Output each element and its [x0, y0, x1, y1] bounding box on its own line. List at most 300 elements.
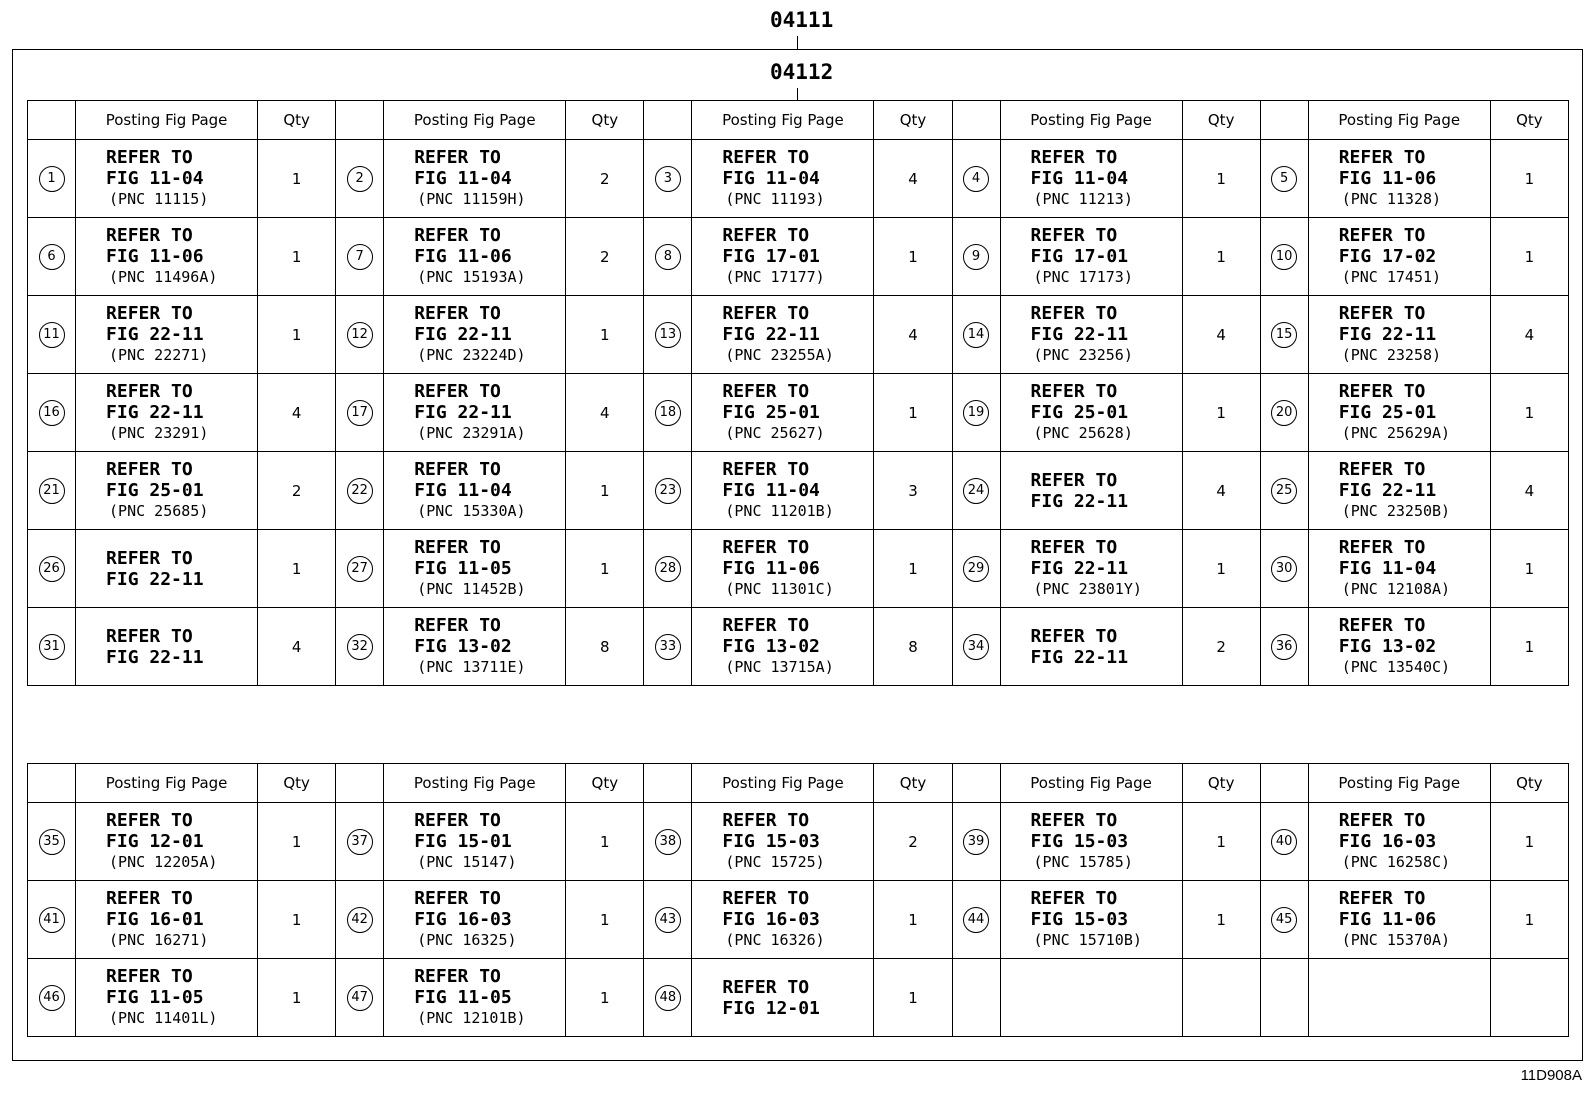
fig-reference: FIG 15-03 — [1030, 831, 1129, 852]
item-number-cell — [952, 803, 1000, 881]
fig-reference: FIG 13-02 — [722, 636, 820, 657]
fig-reference: FIG 22-11 — [106, 402, 204, 423]
item-number-cell — [1260, 374, 1308, 452]
qty-value: 1 — [908, 247, 918, 266]
qty-value: 1 — [600, 481, 610, 500]
header-qty: Qty — [874, 101, 952, 140]
refer-to-text: REFER TO — [1338, 147, 1426, 168]
qty-value: 1 — [1524, 832, 1535, 851]
qty-cell — [258, 296, 336, 374]
header-posting-fig-page: Posting Fig Page — [1308, 764, 1490, 803]
header-qty: Qty — [1182, 101, 1260, 140]
item-number-badge: 11 — [39, 322, 65, 348]
pnc-reference: (PNC 23258) — [1341, 346, 1442, 364]
qty-cell — [1490, 881, 1568, 959]
posting-fig-cell — [1000, 881, 1182, 959]
item-number-badge: 3 — [655, 166, 681, 192]
qty-value: 3 — [908, 481, 918, 500]
qty-value: 1 — [1216, 910, 1226, 929]
posting-fig-cell — [1308, 959, 1490, 1037]
posting-fig-cell — [692, 374, 874, 452]
qty-cell — [1182, 608, 1260, 686]
qty-cell — [258, 452, 336, 530]
item-number-cell — [1260, 608, 1308, 686]
qty-value: 1 — [600, 325, 610, 344]
refer-to-text: REFER TO — [106, 303, 193, 324]
item-number-cell — [336, 140, 384, 218]
posting-fig-cell — [1308, 530, 1490, 608]
header-posting-fig-page: Posting Fig Page — [692, 101, 874, 140]
refer-to-text: REFER TO — [1030, 303, 1118, 324]
item-number-badge: 42 — [347, 907, 373, 933]
item-number-badge: 33 — [655, 634, 681, 660]
item-number-badge: 44 — [963, 907, 989, 933]
posting-fig-cell — [692, 452, 874, 530]
item-number-cell — [1260, 803, 1308, 881]
qty-cell — [1182, 881, 1260, 959]
table-row — [28, 374, 1569, 452]
item-number-badge: 37 — [347, 829, 373, 855]
qty-value: 1 — [1216, 403, 1226, 422]
item-number-cell — [952, 140, 1000, 218]
qty-value: 1 — [600, 988, 610, 1007]
qty-cell — [1490, 374, 1568, 452]
posting-fig-cell — [692, 608, 874, 686]
item-number-cell — [336, 959, 384, 1037]
header-posting-fig-page: Posting Fig Page — [1308, 101, 1490, 140]
item-number-badge: 48 — [655, 985, 681, 1011]
qty-cell — [1490, 803, 1568, 881]
fig-reference: FIG 11-04 — [106, 168, 204, 189]
qty-value: 1 — [600, 832, 610, 851]
qty-value: 4 — [291, 403, 302, 422]
posting-fig-cell — [1308, 296, 1490, 374]
header-number-cell — [644, 101, 692, 140]
fig-reference: FIG 16-01 — [106, 909, 204, 930]
pnc-reference: (PNC 25628) — [1033, 424, 1133, 442]
reference-table-2 — [27, 763, 1569, 1037]
posting-fig-cell — [384, 140, 566, 218]
table-row — [28, 452, 1569, 530]
posting-fig-cell — [1000, 803, 1182, 881]
table-row — [28, 530, 1569, 608]
item-number-cell — [28, 296, 76, 374]
item-number-badge: 5 — [1271, 166, 1297, 192]
item-number-badge: 47 — [347, 985, 373, 1011]
header-posting-fig-page: Posting Fig Page — [1000, 764, 1182, 803]
pnc-reference: (PNC 15147) — [417, 853, 517, 871]
posting-fig-cell — [692, 140, 874, 218]
item-number-badge: 7 — [347, 244, 373, 270]
posting-fig-cell — [692, 296, 874, 374]
item-number-badge: 19 — [963, 400, 989, 426]
posting-fig-cell — [384, 374, 566, 452]
fig-reference: FIG 15-03 — [722, 831, 820, 852]
fig-reference: FIG 11-05 — [414, 987, 512, 1008]
posting-fig-cell — [76, 296, 258, 374]
table-row — [28, 803, 1569, 881]
qty-cell — [874, 296, 952, 374]
header-posting-fig-page: Posting Fig Page — [384, 101, 566, 140]
fig-reference: FIG 11-04 — [722, 480, 820, 501]
fig-reference: FIG 17-01 — [722, 246, 820, 267]
item-number-badge: 14 — [963, 322, 989, 348]
posting-fig-cell — [1308, 608, 1490, 686]
posting-fig-cell — [384, 530, 566, 608]
posting-fig-cell — [1308, 218, 1490, 296]
item-number-badge: 26 — [39, 556, 65, 582]
item-number-cell — [336, 374, 384, 452]
item-number-cell — [336, 218, 384, 296]
pnc-reference: (PNC 11328) — [1341, 190, 1442, 208]
refer-to-text: REFER TO — [1338, 381, 1426, 402]
refer-to-text: REFER TO — [414, 147, 501, 168]
item-number-cell — [1260, 218, 1308, 296]
qty-value: 1 — [908, 559, 918, 578]
pnc-reference: (PNC 15785) — [1033, 853, 1133, 871]
qty-cell — [874, 803, 952, 881]
refer-to-text: REFER TO — [106, 147, 193, 168]
qty-cell — [1490, 452, 1568, 530]
assembly-code-inner: 04112 — [770, 60, 834, 84]
posting-fig-cell — [76, 452, 258, 530]
refer-to-text: REFER TO — [1338, 615, 1426, 636]
fig-reference: FIG 13-02 — [1338, 636, 1437, 657]
qty-cell — [566, 452, 644, 530]
refer-to-text: REFER TO — [1030, 225, 1118, 246]
qty-value: 1 — [1524, 910, 1535, 929]
refer-to-text: REFER TO — [722, 615, 810, 636]
fig-reference: FIG 22-11 — [1030, 558, 1129, 579]
item-number-cell — [952, 218, 1000, 296]
posting-fig-cell — [692, 530, 874, 608]
qty-cell — [566, 881, 644, 959]
fig-reference: FIG 16-03 — [414, 909, 512, 930]
item-number-cell — [644, 803, 692, 881]
pnc-reference: (PNC 11201B) — [725, 502, 834, 520]
item-number-badge: 20 — [1271, 400, 1297, 426]
fig-reference: FIG 22-11 — [1030, 324, 1129, 345]
item-number-badge: 41 — [39, 907, 65, 933]
pnc-reference: (PNC 25627) — [725, 424, 825, 442]
item-number-badge: 39 — [963, 829, 989, 855]
refer-to-text: REFER TO — [106, 966, 193, 987]
item-number-badge: 23 — [655, 478, 681, 504]
qty-cell — [874, 881, 952, 959]
reference-table-1 — [27, 100, 1569, 686]
qty-value: 1 — [1524, 247, 1535, 266]
qty-value: 4 — [1524, 325, 1535, 344]
assembly-code-outer: 04111 — [770, 8, 834, 32]
fig-reference: FIG 15-01 — [414, 831, 512, 852]
item-number-badge: 13 — [655, 322, 681, 348]
refer-to-text: REFER TO — [414, 225, 501, 246]
fig-reference: FIG 22-11 — [1030, 646, 1129, 668]
item-number-cell — [336, 608, 384, 686]
qty-cell — [1490, 530, 1568, 608]
pnc-reference: (PNC 11452B) — [417, 580, 526, 598]
posting-fig-cell — [692, 218, 874, 296]
posting-fig-cell — [76, 140, 258, 218]
qty-value: 4 — [908, 169, 918, 188]
header-qty: Qty — [258, 101, 336, 140]
pnc-reference: (PNC 15725) — [725, 853, 825, 871]
qty-cell — [258, 803, 336, 881]
item-number-cell — [1260, 140, 1308, 218]
fig-reference: FIG 12-01 — [722, 997, 820, 1019]
qty-value: 4 — [291, 637, 302, 656]
qty-value: 2 — [1216, 637, 1226, 656]
fig-reference: FIG 11-04 — [414, 168, 512, 189]
qty-cell — [566, 140, 644, 218]
item-number-badge: 46 — [39, 985, 65, 1011]
item-number-cell — [28, 530, 76, 608]
item-number-badge: 27 — [347, 556, 373, 582]
fig-reference: FIG 17-01 — [1030, 246, 1129, 267]
refer-to-text: REFER TO — [722, 225, 810, 246]
pnc-reference: (PNC 11115) — [109, 190, 209, 208]
item-number-cell — [336, 881, 384, 959]
qty-value: 1 — [600, 559, 610, 578]
posting-fig-cell — [1308, 140, 1490, 218]
refer-to-text: REFER TO — [1030, 469, 1118, 491]
table-row — [28, 218, 1569, 296]
qty-value: 8 — [600, 637, 610, 656]
fig-reference: FIG 11-06 — [722, 558, 820, 579]
header-posting-fig-page: Posting Fig Page — [1000, 101, 1182, 140]
refer-to-text: REFER TO — [1338, 888, 1426, 909]
pnc-reference: (PNC 23291A) — [417, 424, 526, 442]
qty-cell — [1182, 803, 1260, 881]
pnc-reference: (PNC 12101B) — [417, 1009, 526, 1027]
item-number-cell — [952, 374, 1000, 452]
table-row — [28, 140, 1569, 218]
pnc-reference: (PNC 11301C) — [725, 580, 834, 598]
posting-fig-cell — [384, 452, 566, 530]
qty-value: 1 — [291, 325, 302, 344]
table-row — [28, 296, 1569, 374]
item-number-cell — [1260, 452, 1308, 530]
item-number-cell — [28, 140, 76, 218]
qty-value: 1 — [908, 910, 918, 929]
header-posting-fig-page: Posting Fig Page — [76, 764, 258, 803]
item-number-cell — [952, 959, 1000, 1037]
fig-reference: FIG 22-11 — [414, 324, 512, 345]
pnc-reference: (PNC 15330A) — [417, 502, 526, 520]
qty-value: 4 — [1216, 481, 1226, 500]
item-number-cell — [336, 803, 384, 881]
posting-fig-cell — [1000, 218, 1182, 296]
refer-to-text: REFER TO — [414, 615, 501, 636]
fig-reference: FIG 25-01 — [722, 402, 820, 423]
qty-value: 1 — [1524, 637, 1535, 656]
qty-cell — [1182, 296, 1260, 374]
item-number-badge: 30 — [1271, 556, 1297, 582]
qty-value: 1 — [291, 832, 302, 851]
qty-value: 1 — [291, 910, 302, 929]
leader-line-inner — [797, 88, 798, 100]
header-number-cell — [28, 101, 76, 140]
fig-reference: FIG 22-11 — [1338, 324, 1437, 345]
item-number-badge: 45 — [1271, 907, 1297, 933]
qty-value: 1 — [1216, 559, 1226, 578]
header-number-cell — [1260, 764, 1308, 803]
item-number-cell — [644, 296, 692, 374]
qty-cell — [566, 959, 644, 1037]
item-number-cell — [952, 608, 1000, 686]
qty-cell — [1490, 218, 1568, 296]
item-number-badge: 12 — [347, 322, 373, 348]
refer-to-text: REFER TO — [722, 303, 810, 324]
posting-fig-cell — [1308, 803, 1490, 881]
refer-to-text: REFER TO — [414, 966, 501, 987]
pnc-reference: (PNC 12108A) — [1341, 580, 1451, 598]
posting-fig-cell — [384, 218, 566, 296]
header-posting-fig-page: Posting Fig Page — [692, 764, 874, 803]
fig-reference: FIG 17-02 — [1338, 246, 1437, 267]
refer-to-text: REFER TO — [106, 888, 193, 909]
header-number-cell — [336, 764, 384, 803]
header-qty: Qty — [566, 764, 644, 803]
pnc-reference: (PNC 15710B) — [1033, 931, 1142, 949]
qty-cell — [1182, 452, 1260, 530]
table-row — [28, 959, 1569, 1037]
fig-reference: FIG 11-05 — [106, 987, 204, 1008]
item-number-badge: 2 — [347, 166, 373, 192]
pnc-reference: (PNC 11401L) — [109, 1009, 218, 1027]
pnc-reference: (PNC 11193) — [725, 190, 825, 208]
item-number-cell — [952, 452, 1000, 530]
item-number-cell — [1260, 296, 1308, 374]
qty-value: 1 — [291, 247, 302, 266]
item-number-cell — [28, 452, 76, 530]
qty-value: 2 — [908, 832, 918, 851]
item-number-badge: 40 — [1271, 829, 1297, 855]
refer-to-text: REFER TO — [722, 888, 810, 909]
posting-fig-cell — [1000, 374, 1182, 452]
refer-to-text: REFER TO — [1338, 810, 1426, 831]
refer-to-text: REFER TO — [106, 547, 193, 569]
pnc-reference: (PNC 13711E) — [417, 658, 526, 676]
item-number-badge: 43 — [655, 907, 681, 933]
fig-reference: FIG 16-03 — [1338, 831, 1437, 852]
item-number-cell — [28, 608, 76, 686]
item-number-badge: 1 — [39, 166, 65, 192]
posting-fig-cell — [384, 296, 566, 374]
posting-fig-cell — [76, 218, 258, 296]
refer-to-text: REFER TO — [414, 888, 501, 909]
refer-to-text: REFER TO — [1338, 537, 1426, 558]
qty-cell — [874, 959, 952, 1037]
posting-fig-cell — [692, 881, 874, 959]
fig-reference: FIG 22-11 — [414, 402, 512, 423]
item-number-badge: 4 — [963, 166, 989, 192]
pnc-reference: (PNC 13540C) — [1341, 658, 1451, 676]
qty-value: 1 — [1524, 559, 1535, 578]
qty-cell — [258, 959, 336, 1037]
item-number-cell — [644, 140, 692, 218]
item-number-badge: 22 — [347, 478, 373, 504]
item-number-badge: 25 — [1271, 478, 1297, 504]
document-id: 11D908A — [1520, 1067, 1582, 1084]
leader-line-outer — [797, 36, 798, 49]
qty-cell — [258, 608, 336, 686]
item-number-badge: 16 — [39, 400, 65, 426]
pnc-reference: (PNC 25629A) — [1341, 424, 1451, 442]
refer-to-text: REFER TO — [414, 537, 501, 558]
refer-to-text: REFER TO — [106, 225, 193, 246]
posting-fig-cell — [1308, 374, 1490, 452]
item-number-cell — [336, 452, 384, 530]
item-number-cell — [28, 881, 76, 959]
qty-value: 1 — [1216, 247, 1226, 266]
fig-reference: FIG 22-11 — [1338, 480, 1437, 501]
fig-reference: FIG 11-04 — [722, 168, 820, 189]
qty-cell — [1490, 608, 1568, 686]
posting-fig-cell — [76, 959, 258, 1037]
item-number-cell — [1260, 881, 1308, 959]
item-number-cell — [1260, 959, 1308, 1037]
item-number-badge: 32 — [347, 634, 373, 660]
header-qty: Qty — [1490, 101, 1568, 140]
posting-fig-cell — [692, 803, 874, 881]
pnc-reference: (PNC 12205A) — [109, 853, 218, 871]
refer-to-text: REFER TO — [414, 459, 501, 480]
fig-reference: FIG 11-04 — [1030, 168, 1129, 189]
qty-value: 4 — [1524, 481, 1535, 500]
pnc-reference: (PNC 23255A) — [725, 346, 834, 364]
posting-fig-cell — [384, 608, 566, 686]
header-number-cell — [952, 101, 1000, 140]
qty-cell — [1182, 374, 1260, 452]
pnc-reference: (PNC 23250B) — [1341, 502, 1451, 520]
refer-to-text: REFER TO — [414, 810, 501, 831]
posting-fig-cell — [76, 530, 258, 608]
header-number-cell — [1260, 101, 1308, 140]
fig-reference: FIG 25-01 — [106, 480, 204, 501]
header-number-cell — [952, 764, 1000, 803]
item-number-badge: 9 — [963, 244, 989, 270]
item-number-cell — [644, 452, 692, 530]
fig-reference: FIG 25-01 — [1030, 402, 1129, 423]
qty-cell — [874, 608, 952, 686]
refer-to-text: REFER TO — [1030, 537, 1118, 558]
refer-to-text: REFER TO — [1338, 459, 1426, 480]
qty-cell — [1182, 140, 1260, 218]
pnc-reference: (PNC 23256) — [1033, 346, 1133, 364]
qty-value: 1 — [1524, 403, 1535, 422]
refer-to-text: REFER TO — [1030, 147, 1118, 168]
item-number-badge: 31 — [39, 634, 65, 660]
fig-reference: FIG 22-11 — [1030, 490, 1129, 512]
refer-to-text: REFER TO — [1030, 381, 1118, 402]
pnc-reference: (PNC 23224D) — [417, 346, 526, 364]
item-number-badge: 34 — [963, 634, 989, 660]
qty-cell — [874, 530, 952, 608]
item-number-cell — [952, 881, 1000, 959]
pnc-reference: (PNC 17451) — [1341, 268, 1442, 286]
qty-cell — [566, 803, 644, 881]
refer-to-text: REFER TO — [722, 976, 810, 998]
posting-fig-cell — [1000, 530, 1182, 608]
posting-fig-cell — [76, 881, 258, 959]
qty-cell — [566, 608, 644, 686]
qty-value: 1 — [1216, 169, 1226, 188]
fig-reference: FIG 22-11 — [106, 568, 204, 590]
fig-reference: FIG 11-06 — [106, 246, 204, 267]
pnc-reference: (PNC 22271) — [109, 346, 209, 364]
posting-fig-cell — [1308, 452, 1490, 530]
